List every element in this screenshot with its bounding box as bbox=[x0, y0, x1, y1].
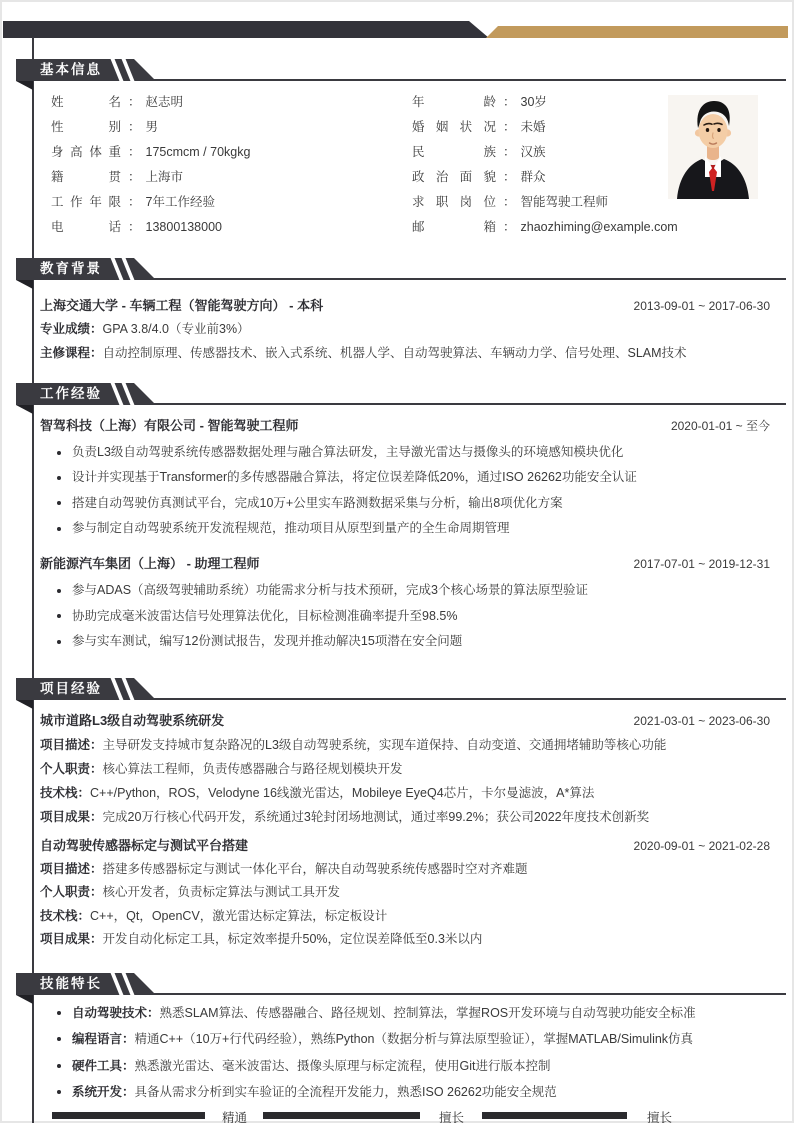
basic-info-left-column bbox=[51, 90, 250, 240]
field-value: 汉族 bbox=[520, 145, 546, 159]
skill-label: 硬件工具： bbox=[72, 1058, 135, 1073]
ribbon-fold bbox=[16, 405, 33, 414]
ribbon-fold bbox=[16, 81, 33, 90]
project-row bbox=[40, 733, 770, 757]
skill-level-label: 精通 bbox=[222, 1111, 248, 1123]
bullet-text: 参与ADAS（高级驾驶辅助系统）功能需求分析与技术预研，完成3个核心场景的算法原型验证 bbox=[72, 583, 588, 597]
info-row bbox=[51, 115, 250, 140]
info-row bbox=[412, 215, 678, 240]
bullet-icon bbox=[57, 476, 61, 480]
company-and-role: 智驾科技（上海）有限公司 - 智能驾驶工程师 bbox=[40, 418, 299, 433]
row-text: 搭建多传感器标定与测试一体化平台，解决自动驾驶系统传感器时空对齐难题 bbox=[102, 862, 528, 876]
row-label: 专业成绩： bbox=[40, 322, 103, 336]
project-name: 自动驾驶传感器标定与测试平台搭建 bbox=[40, 838, 249, 853]
skill-level-label: 擅长 bbox=[439, 1111, 465, 1123]
row-text: C++，Qt，OpenCV，激光雷达标定算法，标定板设计 bbox=[90, 908, 388, 923]
section-title: 工作经验 bbox=[40, 386, 102, 401]
row-text: 开发自动化标定工具，标定效率提升50%，定位误差降低至0.3米以内 bbox=[102, 932, 483, 947]
field-value: 未婚 bbox=[520, 120, 546, 134]
colon: ： bbox=[503, 145, 516, 159]
field-value: 赵志明 bbox=[145, 95, 184, 109]
row-label: 技术栈： bbox=[40, 908, 91, 923]
field-label: 性别 bbox=[51, 120, 121, 134]
job-header bbox=[40, 415, 770, 434]
section-title: 技能特长 bbox=[40, 976, 102, 991]
project-details bbox=[40, 858, 770, 952]
project-header bbox=[40, 710, 770, 729]
project-row bbox=[40, 881, 770, 904]
project-row bbox=[40, 858, 770, 881]
field-value: 7年工作经验 bbox=[145, 195, 215, 209]
bullet-icon bbox=[57, 1011, 61, 1015]
field-value: 13800138000 bbox=[145, 220, 222, 234]
info-row bbox=[412, 165, 678, 190]
colon: ： bbox=[128, 220, 141, 234]
slash-icon bbox=[122, 678, 135, 700]
bullet-item bbox=[55, 491, 770, 516]
field-label: 求职岗位 bbox=[412, 195, 496, 209]
project-row bbox=[40, 781, 770, 805]
skills-bullets bbox=[55, 1000, 770, 1105]
skill-text: 熟悉SLAM算法、传感器融合、路径规划、控制算法，掌握ROS开发环境与自动驾驶功能安全标准 bbox=[159, 1006, 696, 1020]
skill-label: 系统开发： bbox=[72, 1084, 135, 1099]
slash-icon bbox=[122, 383, 135, 405]
field-value: 上海市 bbox=[145, 170, 184, 184]
job-date-range: 2020-01-01 ~ 至今 bbox=[670, 419, 770, 433]
row-text: 核心算法工程师，负责传感器融合与路径规划模块开发 bbox=[102, 762, 403, 776]
info-row bbox=[51, 190, 250, 215]
top-banner-dark bbox=[3, 21, 489, 38]
bullet-text: 搭建自动驾驶仿真测试平台，完成10万+公里实车路测数据采集与分析，输出8项优化方案 bbox=[72, 495, 563, 510]
skill-item bbox=[55, 1000, 770, 1026]
project-date-range: 2020-09-01 ~ 2021-02-28 bbox=[633, 839, 770, 853]
slash-icon bbox=[122, 973, 135, 995]
project-row bbox=[40, 905, 770, 928]
row-label: 个人职责： bbox=[40, 885, 103, 900]
section-title: 基本信息 bbox=[40, 62, 102, 77]
company-and-role: 新能源汽车集团（上海） - 助理工程师 bbox=[40, 556, 260, 571]
field-label: 身高体重 bbox=[51, 145, 121, 159]
skill-item bbox=[55, 1079, 770, 1105]
project-name: 城市道路L3级自动驾驶系统研发 bbox=[40, 713, 225, 728]
bullet-icon bbox=[57, 1037, 61, 1041]
field-label: 电话 bbox=[51, 220, 121, 234]
skill-level-bar bbox=[52, 1112, 205, 1119]
info-row bbox=[412, 190, 678, 215]
row-text: C++/Python，ROS，Velodyne 16线激光雷达，Mobileye EyeQ4芯片，卡尔曼滤波，A*算法 bbox=[90, 786, 595, 800]
slash-icon bbox=[122, 258, 135, 280]
colon: ： bbox=[503, 95, 516, 109]
bullet-icon bbox=[57, 527, 61, 531]
profile-photo bbox=[668, 95, 758, 199]
education-date-range: 2013-09-01 ~ 2017-06-30 bbox=[633, 299, 770, 313]
colon: ： bbox=[128, 195, 141, 209]
row-text: 核心开发者，负责标定算法与测试工具开发 bbox=[102, 885, 341, 900]
row-text: 自动控制原理、传感器技术、嵌入式系统、机器人学、自动驾驶算法、车辆动力学、信号处理、SLAM技术 bbox=[102, 345, 687, 360]
colon: ： bbox=[503, 170, 516, 184]
section-header-projects bbox=[16, 678, 786, 712]
field-value: 男 bbox=[145, 120, 159, 134]
bullet-icon bbox=[57, 614, 61, 618]
skill-item bbox=[55, 1053, 770, 1079]
field-value: zhaozhiming@example.com bbox=[520, 220, 678, 234]
skill-level-bar bbox=[263, 1112, 420, 1119]
field-label: 政治面貌 bbox=[412, 170, 496, 184]
info-row bbox=[51, 215, 250, 240]
colon: ： bbox=[503, 220, 516, 234]
education-entry-header bbox=[40, 295, 770, 314]
slash-icon bbox=[111, 383, 124, 405]
section-header-work bbox=[16, 383, 786, 417]
skill-text: 熟悉激光雷达、毫米波雷达、摄像头原理与标定流程，使用Git进行版本控制 bbox=[134, 1058, 551, 1073]
field-value: 群众 bbox=[520, 170, 546, 184]
info-row bbox=[51, 140, 250, 165]
row-text: 主导研发支持城市复杂路况的L3级自动驾驶系统，实现车道保持、自动变道、交通拥堵辅助等核心功能 bbox=[102, 738, 667, 752]
bullet-text: 负责L3级自动驾驶系统传感器数据处理与融合算法研发，主导激光雷达与摄像头的环境感知模块优化 bbox=[72, 445, 624, 459]
colon: ： bbox=[128, 170, 141, 184]
skill-text: 精通C++（10万+行代码经验），熟练Python（数据分析与算法原型验证），掌握MATLAB/Simulink仿真 bbox=[134, 1032, 694, 1047]
skill-level-label: 擅长 bbox=[647, 1111, 673, 1123]
education-row bbox=[40, 318, 770, 342]
left-spine-line bbox=[32, 37, 34, 1123]
colon: ： bbox=[128, 145, 141, 159]
project-row bbox=[40, 928, 770, 951]
school-and-major: 上海交通大学 - 车辆工程（智能驾驶方向） - 本科 bbox=[40, 298, 324, 313]
bullet-icon bbox=[57, 1064, 61, 1068]
project-date-range: 2021-03-01 ~ 2023-06-30 bbox=[633, 714, 770, 728]
bullet-text: 参与实车测试，编写12份测试报告，发现并推动解决15项潜在安全问题 bbox=[72, 634, 463, 648]
section-header-education bbox=[16, 258, 786, 292]
field-label: 邮箱 bbox=[412, 220, 496, 234]
bullet-item bbox=[55, 578, 770, 604]
bullet-text: 参与制定自动驾驶系统开发流程规范，推动项目从原型到量产的全生命周期管理 bbox=[72, 521, 510, 536]
job-bullets bbox=[55, 440, 770, 542]
colon: ： bbox=[128, 95, 141, 109]
field-label: 民族 bbox=[412, 145, 496, 159]
row-text: 完成20万行核心代码开发，系统通过3轮封闭场地测试，通过率99.2%；获公司2022年度技术创新奖 bbox=[102, 810, 650, 824]
row-text: GPA 3.8/4.0（专业前3%） bbox=[102, 322, 250, 336]
bullet-item bbox=[55, 465, 770, 490]
job-date-range: 2017-07-01 ~ 2019-12-31 bbox=[633, 557, 770, 571]
field-value: 30岁 bbox=[520, 95, 547, 109]
row-label: 项目成果： bbox=[40, 810, 103, 824]
row-label: 技术栈： bbox=[40, 786, 91, 800]
bullet-item bbox=[55, 440, 770, 465]
info-row bbox=[412, 115, 678, 140]
row-label: 主修课程： bbox=[40, 345, 103, 360]
bullet-icon bbox=[57, 640, 61, 644]
project-row bbox=[40, 757, 770, 781]
bullet-item bbox=[55, 604, 770, 630]
skill-level-bar bbox=[482, 1112, 627, 1119]
field-label: 籍贯 bbox=[51, 170, 121, 184]
education-details bbox=[40, 318, 770, 365]
slash-icon bbox=[111, 59, 124, 81]
info-row bbox=[412, 140, 678, 165]
field-label: 姓名 bbox=[51, 95, 121, 109]
field-value: 智能驾驶工程师 bbox=[520, 195, 609, 209]
info-row bbox=[412, 90, 678, 115]
skill-text: 具备从需求分析到实车验证的全流程开发能力，熟悉ISO 26262功能安全规范 bbox=[134, 1084, 557, 1099]
info-row bbox=[51, 90, 250, 115]
bullet-icon bbox=[57, 451, 61, 455]
bullet-icon bbox=[57, 501, 61, 505]
slash-icon bbox=[111, 678, 124, 700]
row-label: 个人职责： bbox=[40, 762, 103, 776]
field-label: 婚姻状况 bbox=[412, 120, 496, 134]
field-value: 175cmcm / 70kgkg bbox=[145, 145, 251, 159]
job-bullets bbox=[55, 578, 770, 655]
job-header bbox=[40, 553, 770, 572]
project-header bbox=[40, 835, 770, 854]
colon: ： bbox=[128, 120, 141, 134]
info-row bbox=[51, 165, 250, 190]
section-title: 项目经验 bbox=[40, 681, 102, 696]
row-label: 项目成果： bbox=[40, 932, 103, 947]
bullet-icon bbox=[57, 589, 61, 593]
project-details bbox=[40, 733, 770, 829]
project-row bbox=[40, 805, 770, 829]
bullet-item bbox=[55, 629, 770, 655]
colon: ： bbox=[503, 120, 516, 134]
section-title: 教育背景 bbox=[40, 261, 102, 276]
slash-icon bbox=[122, 59, 135, 81]
row-label: 项目描述： bbox=[40, 738, 103, 752]
section-header-basic-info bbox=[16, 59, 786, 93]
basic-info-right-column bbox=[412, 90, 678, 240]
skill-label: 编程语言： bbox=[72, 1032, 135, 1047]
slash-icon bbox=[111, 258, 124, 280]
bullet-text: 设计并实现基于Transformer的多传感器融合算法，将定位误差降低20%，通过ISO 26262功能安全认证 bbox=[72, 470, 637, 485]
ribbon-fold bbox=[16, 995, 33, 1004]
bullet-text: 协助完成毫米波雷达信号处理算法优化，目标检测准确率提升至98.5% bbox=[72, 608, 458, 623]
skill-label: 自动驾驶技术： bbox=[72, 1006, 160, 1020]
education-row bbox=[40, 342, 770, 366]
field-label: 年龄 bbox=[412, 95, 496, 109]
ribbon-fold bbox=[16, 700, 33, 709]
row-label: 项目描述： bbox=[40, 862, 103, 876]
top-banner-gold bbox=[486, 26, 788, 38]
bullet-icon bbox=[57, 1090, 61, 1094]
slash-icon bbox=[111, 973, 124, 995]
skill-item bbox=[55, 1026, 770, 1052]
ribbon-fold bbox=[16, 280, 33, 289]
avatar-illustration bbox=[668, 95, 758, 199]
field-label: 工作年限 bbox=[51, 195, 121, 209]
colon: ： bbox=[503, 195, 516, 209]
bullet-item bbox=[55, 516, 770, 541]
